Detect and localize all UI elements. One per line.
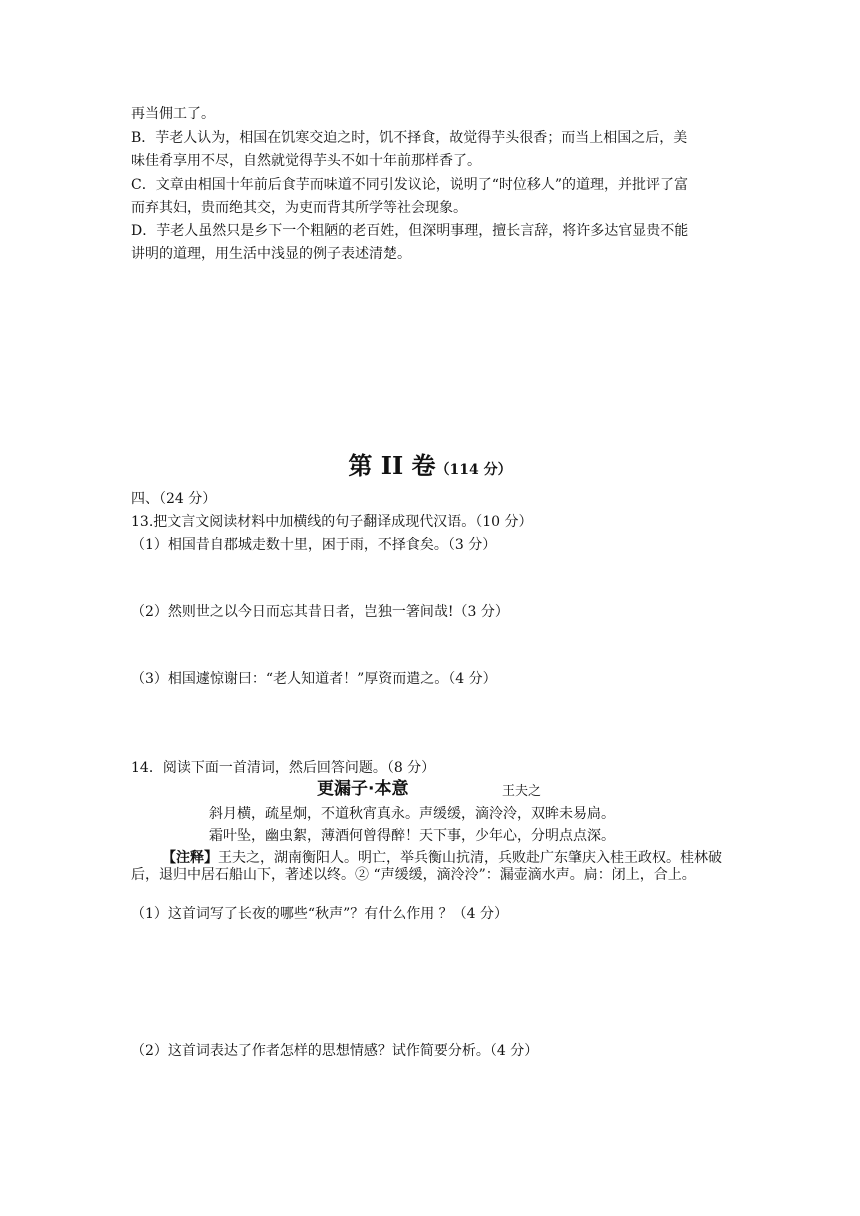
question-13-1: （1）相国昔自郡城走数十里，困于雨，不择食矣。（3 分）	[131, 537, 497, 553]
question-13-3: （3）相国遽惊谢曰：“老人知道者！”厚资而遣之。（4 分）	[131, 671, 497, 687]
poem-author: 王夫之	[502, 784, 542, 799]
question-14-1: （1）这首词写了长夜的哪些“秋声”？有什么作用 ？（4 分）	[131, 906, 509, 922]
section-score: （114 分）	[435, 462, 512, 478]
option-b-line2: 味佳肴享用不尽，自然就觉得芋头不如十年前那样香了。	[131, 153, 481, 169]
question-14-2: （2）这首词表达了作者怎样的思想情感？试作简要分析。（4 分）	[131, 1043, 539, 1059]
option-b-line1: B．芋老人认为，相国在饥寒交迫之时，饥不择食，故觉得芋头很香；而当上相国之后，美	[131, 130, 688, 146]
option-d-line2: 讲明的道理，用生活中浅显的例子表述清楚。	[131, 246, 411, 262]
poem-line-2: 霜叶坠，幽虫絮，薄酒何曾得醉！天下事，少年心，分明点点深。	[209, 828, 615, 844]
option-c-line1: C．文章由相国十年前后食芋而味道不同引发议论，说明了“时位移人”的道理，并批评了富	[131, 177, 689, 193]
poem-line-1: 斜月横，疏星炯，不道秋宵真永。声缓缓，滴泠泠，双眸未易扃。	[209, 806, 615, 822]
question-14: 14．阅读下面一首清词，然后回答问题。（8 分）	[131, 760, 436, 776]
section-title-text: 第 II 卷	[348, 451, 436, 480]
section-title	[0, 451, 860, 485]
option-a-tail: 再当佣工了。	[131, 106, 215, 122]
option-c-line2: 而弃其妇，贵而绝其交，为吏而背其所学等社会现象。	[131, 200, 467, 216]
note-label: 【注释】	[162, 850, 218, 866]
poem-note	[131, 850, 731, 884]
question-13: 13.把文言文阅读材料中加横线的句子翻译成现代汉语。（10 分）	[131, 514, 533, 530]
poem-title: 更漏子·本意	[317, 779, 409, 799]
part-heading: 四、（24 分）	[131, 491, 217, 507]
note-text: 王夫之，湖南衡阳人。明亡，举兵衡山抗清，兵败赴广东肇庆入桂王政权。桂林破后，退归中居石船山下，著述以终。② “声缓缓，滴泠泠”：漏壶滴水声。扃：闭上，合上。	[131, 850, 722, 883]
option-d-line1: D．芋老人虽然只是乡下一个粗陋的老百姓，但深明事理，擅长言辞，将许多达官显贵不能	[131, 223, 689, 239]
question-13-2: （2）然则世之以今日而忘其昔日者，岂独一箸间哉!（3 分）	[131, 604, 509, 620]
